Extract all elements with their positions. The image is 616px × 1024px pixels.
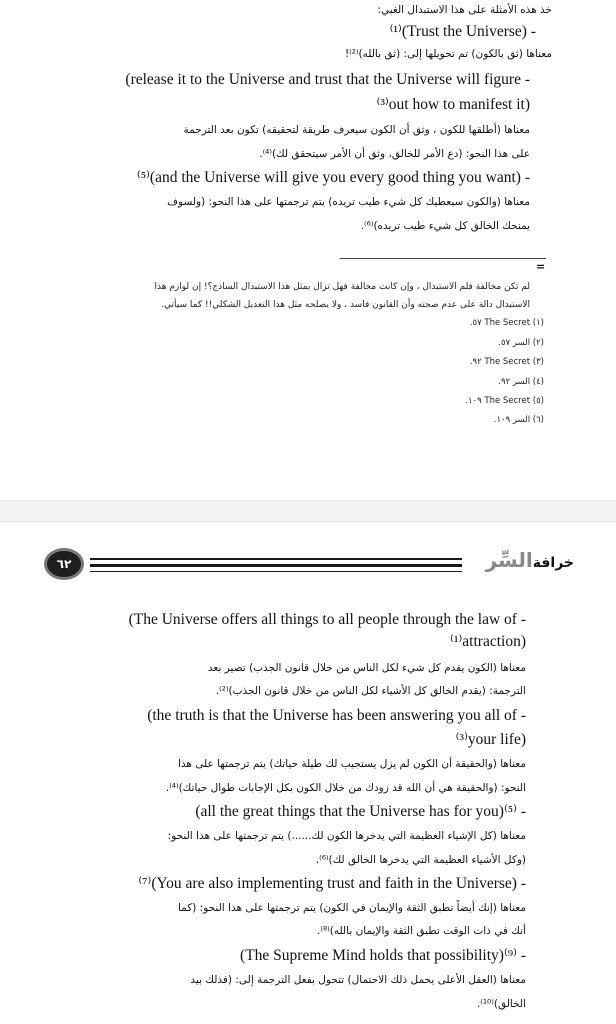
continuation-mark: = — [536, 260, 546, 273]
english-quote-line: ⁽⁵⁾(and the Universe will give you every good thing you want) - — [136, 169, 530, 186]
page-number-badge — [44, 548, 84, 580]
text-line: معناها (العقل الأعلى يحمل ذلك الاحتمال) تتحول بفعل الترجمة إلى: (فذلك بيد — [190, 974, 526, 986]
text-line: النحو: (والحقيقة هي أن الله قد زودك من خلال الكون بكل الإجابات طوال حياتك)⁽⁴⁾. — [165, 782, 526, 794]
header-rule-top — [90, 558, 462, 560]
footnote-item: (٦) السر ١٠٩. — [493, 415, 544, 425]
footnote-text: الاستبدال دالة على عدم صحته وأن القانون فاسد ، ولا يصلحه مثل هذا التعديل الشكلي!! كما سيأتي. — [161, 300, 530, 310]
text-line: معناها (إنك أيضاً تطبق الثقة والإيمان في الكون) يتم ترجمتها على هذا النحو: (كما — [177, 902, 526, 914]
text-line: أنك في ذات الوقت تطبق الثقة والإيمان بالله)⁽⁸⁾. — [317, 925, 526, 937]
text-line: معناها (والحقيقة أن الكون لم يزل يستجيب لك طيلة حياتك) يتم ترجمتها على هذا — [177, 758, 526, 770]
footnote-item: (٤) السر ٩٢. — [498, 377, 544, 387]
english-quote-line: ⁽³⁾out how to manifest it) — [376, 96, 530, 113]
english-quote-line: (the truth is that the Universe has been answering you all of - — [147, 707, 526, 724]
text-line: خذ هذه الأمثلة على هذا الاستبدال الغبي: — [377, 4, 552, 16]
english-quote-line: ⁽⁷⁾(You are also implementing trust and faith in the Universe) - — [138, 875, 526, 892]
footnote-item: (٣) The Secret ٩٢. — [469, 357, 544, 367]
book-title-emphasis: السِّر — [485, 548, 533, 572]
text-line: معناها (الكون يقدم كل شيء لكل الناس من خلال قانون الجذب) تصير بعد — [207, 662, 526, 674]
page-gap — [0, 500, 616, 522]
footnote-item: (٥) The Secret ١٠٩. — [465, 396, 544, 406]
book-title — [464, 548, 574, 582]
header-rule-middle — [90, 564, 462, 567]
footnote-item: (٢) السر ٥٧. — [498, 338, 544, 348]
footnote-separator — [340, 258, 546, 259]
text-line: (وكل الأشياء العظيمة التي يدخرها الخالق لك)⁽⁶⁾. — [315, 854, 526, 866]
english-quote-line: ⁽¹⁾(Trust the Universe) - — [389, 23, 536, 40]
english-quote-line: ⁽³⁾your life) — [455, 731, 526, 748]
current-page — [0, 522, 616, 1024]
text-line: معناها (والكون سيعطيك كل شيء طيب تريده) يتم ترجمتها على هذا النحو: (ولسوف — [167, 196, 530, 208]
book-title-word: خرافة — [532, 555, 574, 571]
english-quote-line: ⁽¹⁾attraction) — [450, 633, 526, 650]
text-line: معناها (أطلقها للكون ، وثق أن الكون سيعرف طريقة لتحقيقه) تكون بعد الترجمة — [183, 124, 530, 136]
english-quote-line: (all the great things that the Universe has for you)⁽⁵⁾ - — [195, 803, 526, 820]
english-quote-line: (The Universe offers all things to all people through the law of - — [128, 611, 526, 628]
text-line: معناها (كل الإشياء العظيمة التي يدخرها الكون لك......) يتم ترجمتها على هذا النحو: — [167, 830, 526, 842]
text-line: يمنحك الخالق كل شيء طيب تريده)⁽⁶⁾. — [360, 220, 530, 232]
text-line: الترجمة: (يقدم الخالق كل الأشياء لكل الناس من خلال قانون الجذب)⁽²⁾. — [215, 685, 526, 697]
footnote-item: (١) The Secret ٥٧. — [469, 318, 544, 328]
header-rule-bottom — [90, 571, 462, 572]
english-quote-line: (The Supreme Mind holds that possibility)⁽⁹⁾ - — [240, 947, 526, 964]
page-number: ٦٢ — [56, 557, 72, 571]
previous-page — [0, 0, 616, 500]
footnote-text: لم تكن مخالفة فلم الاستبدال ، وإن كانت مخالفة فهل تزال بمثل هذا الاستبدال الساذج؟! إن لوازم هذا — [154, 282, 530, 292]
english-quote-line: (release it to the Universe and trust that the Universe will figure - — [125, 71, 530, 88]
text-line: على هذا النحو: (دع الأمر للخالق، وثق أن الأمر سيتحقق لك)⁽⁴⁾. — [259, 148, 530, 160]
text-line: الخالق)⁽¹⁰⁾. — [476, 998, 526, 1010]
text-line: معناها (ثق بالكون) تم تحويلها إلى: (ثق بالله)⁽²⁾! — [344, 48, 552, 60]
